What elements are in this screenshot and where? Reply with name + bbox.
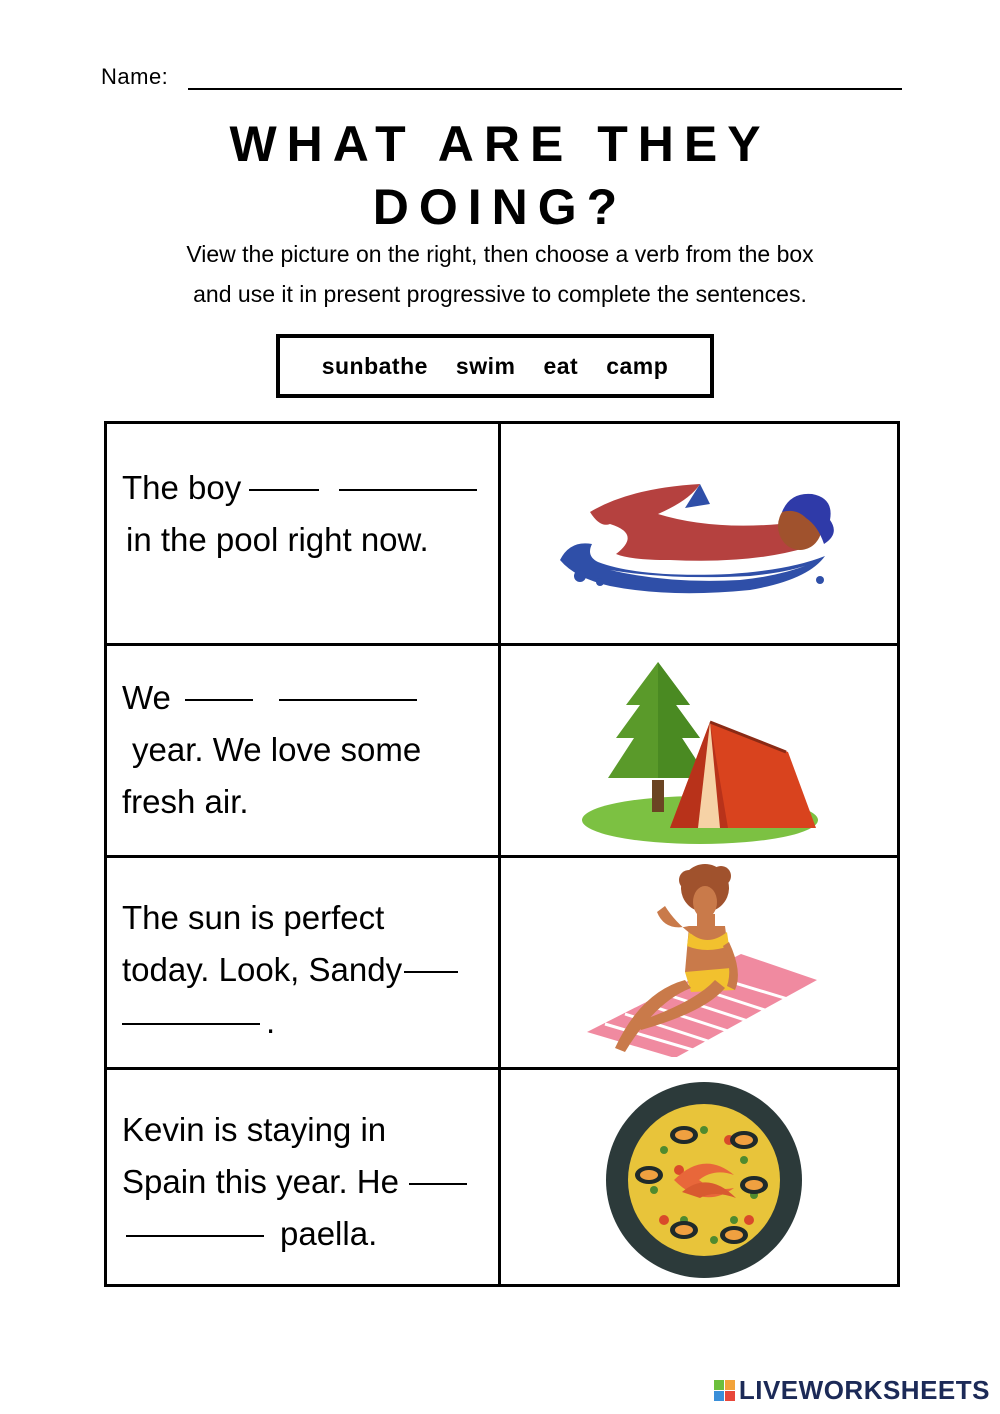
word-sunbathe: sunbathe xyxy=(321,352,428,379)
row3-text-mid: today. Look, Sandy xyxy=(122,951,403,988)
row4-text-mid: Spain this year. He xyxy=(122,1163,399,1200)
row1-text-end: in the pool right now. xyxy=(126,521,429,558)
table-row-divider xyxy=(104,643,900,646)
answer-blank[interactable] xyxy=(122,1023,260,1025)
row3-text-end: . xyxy=(266,1003,276,1040)
table-column-divider xyxy=(498,421,501,1287)
row1-text-start: The boy xyxy=(122,469,242,506)
answer-blank[interactable] xyxy=(409,1183,467,1185)
row4-text-start: Kevin is staying in xyxy=(122,1111,387,1148)
verb-word-box xyxy=(276,334,714,398)
tree-and-tent-illustration xyxy=(580,660,820,845)
answer-blank[interactable] xyxy=(339,489,477,491)
answer-blank[interactable] xyxy=(279,699,417,701)
answer-blank[interactable] xyxy=(126,1235,264,1237)
name-label: Name: xyxy=(101,64,169,89)
logo-text: LIVEWORKSHEETS xyxy=(738,1375,990,1405)
row4-text-end: paella. xyxy=(280,1215,378,1252)
row1-sentence xyxy=(122,462,492,566)
table-row-divider xyxy=(104,855,900,858)
answer-blank[interactable] xyxy=(185,699,253,701)
swimming-boy-illustration xyxy=(550,478,850,598)
row3-sentence xyxy=(122,892,492,1048)
instructions xyxy=(90,234,910,314)
row4-sentence xyxy=(122,1104,492,1260)
word-swim: swim xyxy=(455,352,516,379)
liveworksheets-logo xyxy=(714,1375,990,1406)
instructions-line2: and use it in present progressive to complete the sentences. xyxy=(193,281,807,307)
row2-text-mid: year. We love some xyxy=(132,731,422,768)
word-camp: camp xyxy=(606,352,669,379)
sunbathing-woman-illustration xyxy=(585,862,820,1057)
table-row-divider xyxy=(104,1067,900,1070)
word-eat: eat xyxy=(543,352,579,379)
logo-mark-icon xyxy=(714,1380,735,1401)
row3-text-start: The sun is perfect xyxy=(122,899,385,936)
answer-blank[interactable] xyxy=(404,971,458,973)
page-title-line1: WHAT ARE THEY xyxy=(229,116,771,172)
page-title-line2: DOING? xyxy=(372,179,628,235)
paella-dish-illustration xyxy=(604,1080,804,1280)
row2-sentence xyxy=(122,672,492,828)
name-input-line[interactable] xyxy=(188,88,902,90)
row2-text-start: We xyxy=(122,679,171,716)
answer-blank[interactable] xyxy=(249,489,319,491)
row2-text-end: fresh air. xyxy=(122,783,249,820)
instructions-line1: View the picture on the right, then choose a verb from the box xyxy=(186,241,814,267)
